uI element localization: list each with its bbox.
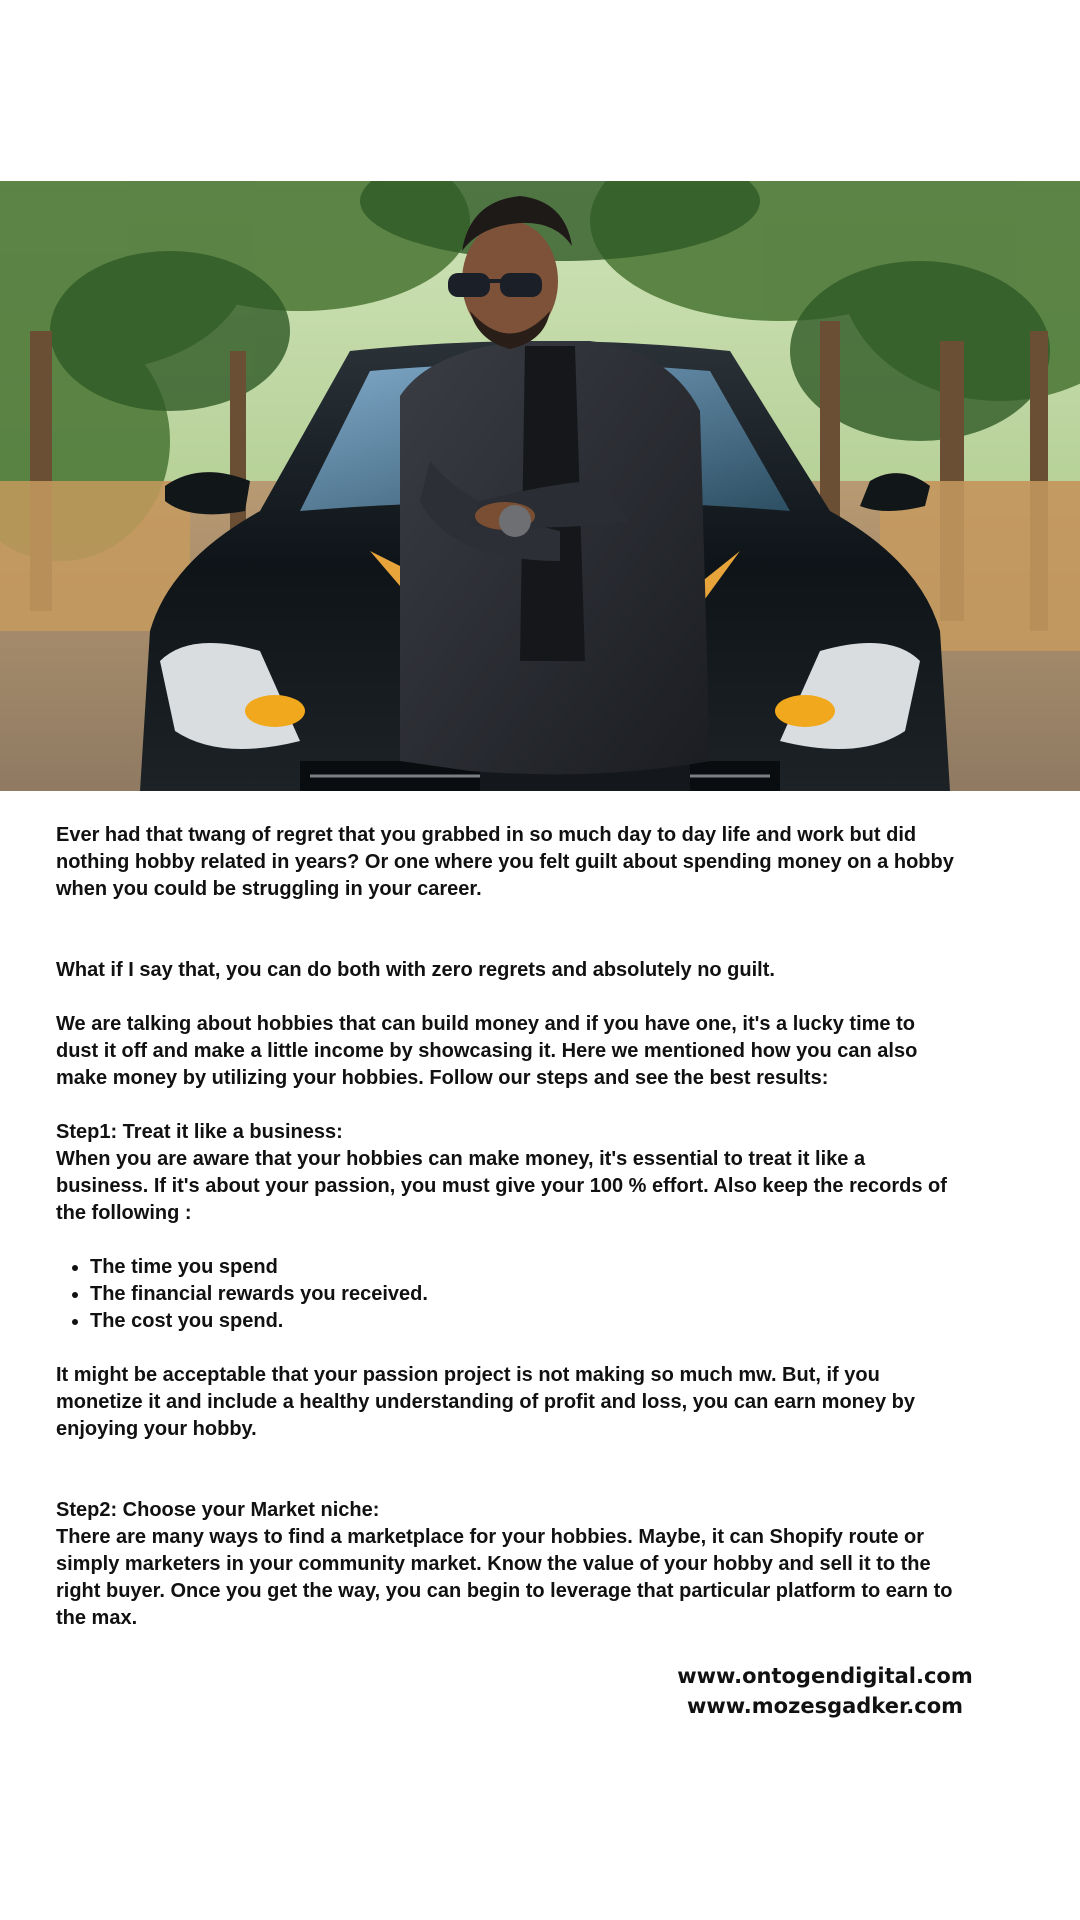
article-body xyxy=(56,822,956,1632)
step2-body: There are many ways to find a marketplace for your hobbies. Maybe, it can Shopify route or simply marketers in your community market. Know the value of your hobby and sell it to the right buyer. Once you get the way, you can begin to leverage that particular platform to earn to the max. xyxy=(56,1526,953,1629)
step1-title: Step1: Treat it like a business: xyxy=(56,1121,343,1143)
list-item: • The financial rewards you received. xyxy=(90,1281,956,1308)
footer-links xyxy=(640,1661,1010,1721)
website-link-mozes[interactable]: www.mozesgadker.com xyxy=(686,1694,964,1718)
intro-paragraph: Ever had that twang of regret that you grabbed in so much day to day life and work but did nothing hobby related in years? Or one where you felt guilt about spending money on a hobby when you could be struggling in your career. xyxy=(56,824,954,900)
step1-list xyxy=(56,1254,956,1335)
website-link-ontogen[interactable]: www.ontogendigital.com xyxy=(677,1664,973,1688)
list-item: • The cost you spend. xyxy=(90,1308,956,1335)
list-item: • The time you spend xyxy=(90,1254,956,1281)
step2-title: Step2: Choose your Market niche: xyxy=(56,1499,380,1521)
step1-closing: It might be acceptable that your passion project is not making so much mw. But, if you monetize it and include a healthy understanding of profit and loss, you can earn money by enjoying your hobby. xyxy=(56,1364,916,1440)
hook-paragraph: What if I say that, you can do both with zero regrets and absolutely no guilt. xyxy=(56,959,775,981)
man-with-car-photo-icon xyxy=(0,181,1080,791)
step1-body: When you are aware that your hobbies can make money, it's essential to treat it like a business. If it's about your passion, you must give your 100 % effort. Also keep the records of the following : xyxy=(56,1148,947,1224)
overview-paragraph: We are talking about hobbies that can build money and if you have one, it's a lucky time to dust it off and make a little income by showcasing it. Here we mentioned how you can also make money by utilizing your hobbies. Follow our steps and see the best results: xyxy=(56,1013,918,1089)
hero-photo xyxy=(0,181,1080,791)
